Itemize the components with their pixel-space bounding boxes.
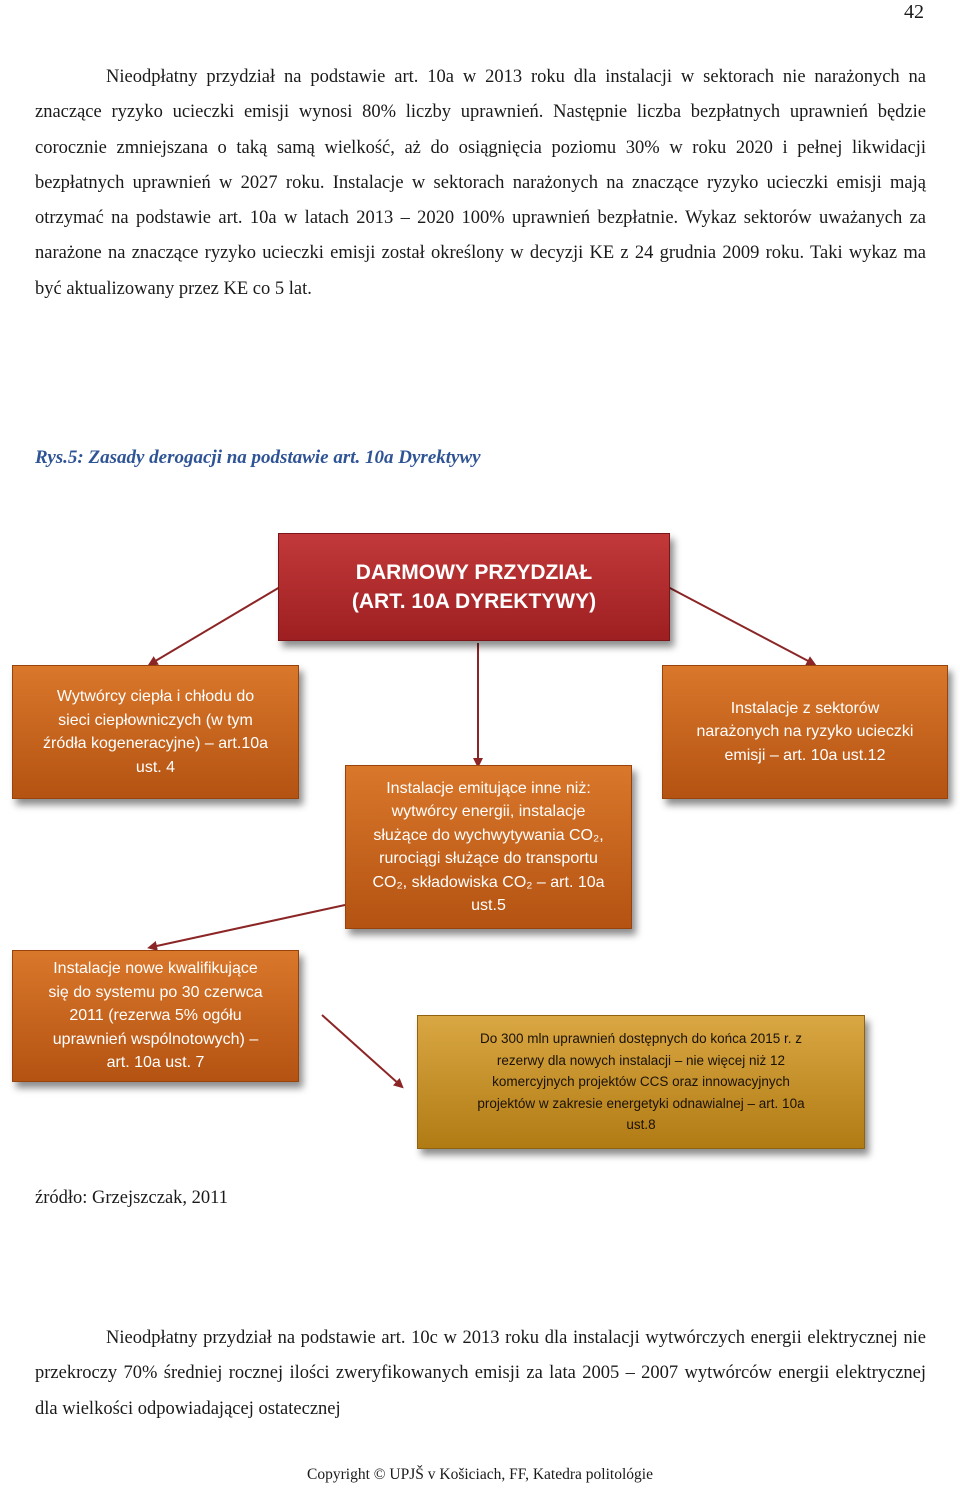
new-installations-box: Instalacje nowe kwalifikujące się do systemu po 30 czerwca 2011 (rezerwa 5% ogółu uprawnień wspólnotowych) – art. 10a ust. 7	[12, 950, 299, 1082]
paragraph-10c	[35, 1321, 926, 1427]
arrow-to-right-box	[668, 587, 812, 663]
arrow-center-to-bottom-left	[152, 905, 345, 947]
other-emitting-installations-box: Instalacje emitujące inne niż: wytwórcy energii, instalacje służące do wychwytywania CO₂, rurociągi służące do transportu CO₂, składowiska CO₂ – art. 10a ust.5	[345, 765, 632, 929]
derogation-diagram	[0, 525, 960, 1155]
paragraph-intro-text: Nieodpłatny przydział na podstawie art. 10a w 2013 roku dla instalacji w sektorach nie narażonych na znaczące ryzyko ucieczki emisji wynosi 80% liczby uprawnień. Następnie liczba bezpłatnych uprawnień będzie corocznie zmniejszana o taką samą wielkość, aż do osiągnięcia poziomu 30% w roku 2020 i pełnej likwidacji bezpłatnych uprawnień w 2027 roku. Instalacje w sektorach narażonych na znaczące ryzyko ucieczki emisji mają otrzymać na podstawie art. 10a w latach 2013 – 2020 100% uprawnień bezpłatnie. Wykaz sektorów uważanych za narażone na znaczące ryzyko ucieczki emisji został określony w decyzji KE z 24 grudnia 2009 roku. Taki wykaz ma być aktualizowany przez KE co 5 lat.	[35, 67, 926, 299]
heat-cold-producers-box: Wytwórcy ciepła i chłodu do sieci ciepłowniczych (w tym źródła kogeneracyjne) – art.10a ust. 4	[12, 665, 299, 799]
figure-caption: Rys.5: Zasady derogacji na podstawie art. 10a Dyrektywy	[35, 447, 481, 468]
figure-source: źródło: Grzejszczak, 2011	[35, 1188, 228, 1208]
exposed-sectors-box: Instalacje z sektorów narażonych na ryzyko ucieczki emisji – art. 10a ust.12	[662, 665, 948, 799]
arrow-to-bottom-right	[322, 1015, 400, 1085]
paragraph-10c-text: Nieodpłatny przydział na podstawie art. 10c w 2013 roku dla instalacji wytwórczych energii elektrycznej nie przekroczy 70% średniej rocznej ilości zweryfikowanych emisji za lata 2005 – 2007 wytwórców energii elektrycznej dla wielkości odpowiadającej ostatecznej	[35, 1328, 926, 1419]
arrow-to-left-box	[152, 587, 280, 663]
page-footer: Copyright © UPJŠ v Košiciach, FF, Katedra politológie	[307, 1466, 653, 1483]
paragraph-intro	[35, 60, 926, 307]
free-allocation-box: DARMOWY PRZYDZIAŁ (ART. 10A DYREKTYWY)	[278, 533, 670, 641]
ccs-reserve-box: Do 300 mln uprawnień dostępnych do końca 2015 r. z rezerwy dla nowych instalacji – nie więcej niż 12 komercyjnych projektów CCS oraz innowacyjnych projektów w zakresie energetyki odnawialnej – art. 10a ust.8	[417, 1015, 865, 1149]
page-number: 42	[904, 1, 924, 23]
